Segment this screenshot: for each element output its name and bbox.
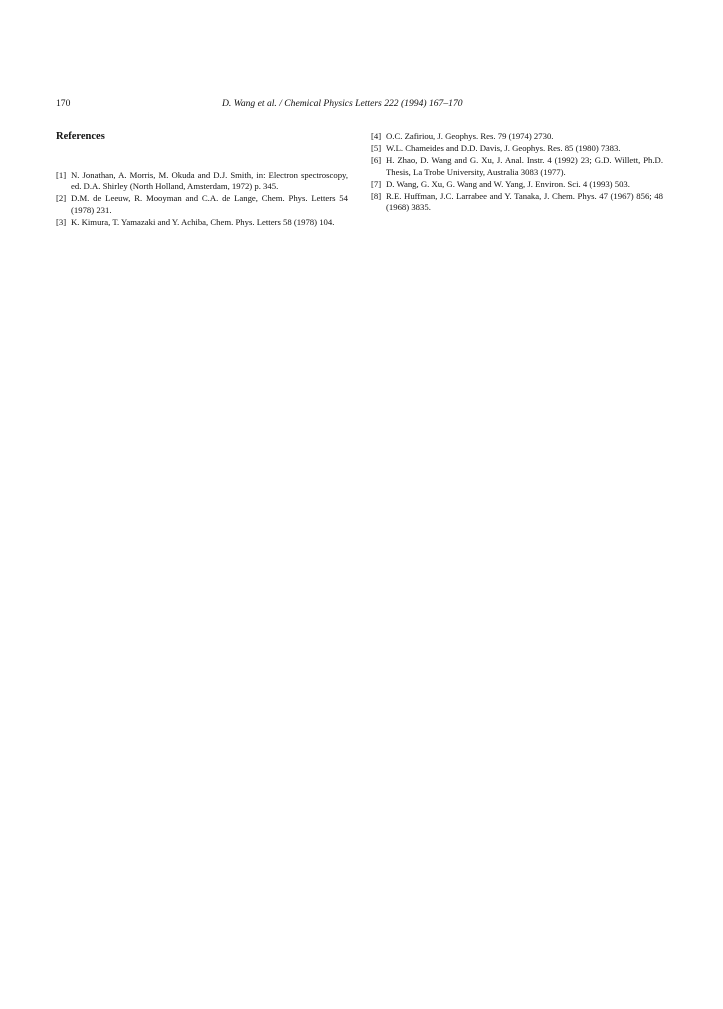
- reference-item: [56, 193, 348, 215]
- reference-text: K. Kimura, T. Yamazaki and Y. Achiba, Chem. Phys. Letters 58 (1978) 104.: [71, 216, 335, 227]
- references-heading: References: [56, 131, 105, 142]
- running-head: D. Wang et al. / Chemical Physics Letters 222 (1994) 167–170: [222, 98, 463, 109]
- reference-item: [371, 155, 663, 177]
- reference-number: [3]: [56, 216, 67, 227]
- reference-text: D. Wang, G. Xu, G. Wang and W. Yang, J. Environ. Sci. 4 (1993) 503.: [386, 178, 630, 189]
- page-number: 170: [56, 98, 71, 109]
- reference-text: W.L. Chameides and D.D. Davis, J. Geophys. Res. 85 (1980) 7383.: [386, 143, 621, 154]
- references-right-column: [371, 131, 663, 214]
- reference-number: [8]: [371, 191, 382, 202]
- reference-item: [371, 131, 663, 142]
- reference-text: H. Zhao, D. Wang and G. Xu, J. Anal. Instr. 4 (1992) 23; G.D. Willett, Ph.D. Thesis, La Trobe University, Australia 3083 (1977).: [386, 155, 663, 177]
- references-left-column: [56, 170, 348, 229]
- reference-number: [5]: [371, 143, 382, 154]
- reference-text: O.C. Zafiriou, J. Geophys. Res. 79 (1974) 2730.: [386, 131, 554, 141]
- reference-text: R.E. Huffman, J.C. Larrabee and Y. Tanaka, J. Chem. Phys. 47 (1967) 856; 48 (1968) 3835.: [386, 191, 663, 213]
- reference-item: [56, 217, 348, 228]
- reference-text: D.M. de Leeuw, R. Mooyman and C.A. de Lange, Chem. Phys. Letters 54 (1978) 231.: [71, 193, 348, 215]
- page-header: [56, 98, 668, 112]
- reference-number: [7]: [371, 178, 382, 189]
- reference-item: [56, 170, 348, 192]
- reference-item: [371, 191, 663, 213]
- reference-number: [6]: [371, 155, 382, 166]
- reference-item: [371, 143, 663, 154]
- reference-number: [1]: [56, 170, 67, 180]
- reference-number: [2]: [56, 193, 67, 204]
- reference-number: [4]: [371, 131, 382, 141]
- reference-text: N. Jonathan, A. Morris, M. Okuda and D.J. Smith, in: Electron spectroscopy, ed. D.A. Shirley (North Holland, Amsterdam, 1972) p. 345.: [71, 170, 348, 192]
- reference-item: [371, 179, 663, 190]
